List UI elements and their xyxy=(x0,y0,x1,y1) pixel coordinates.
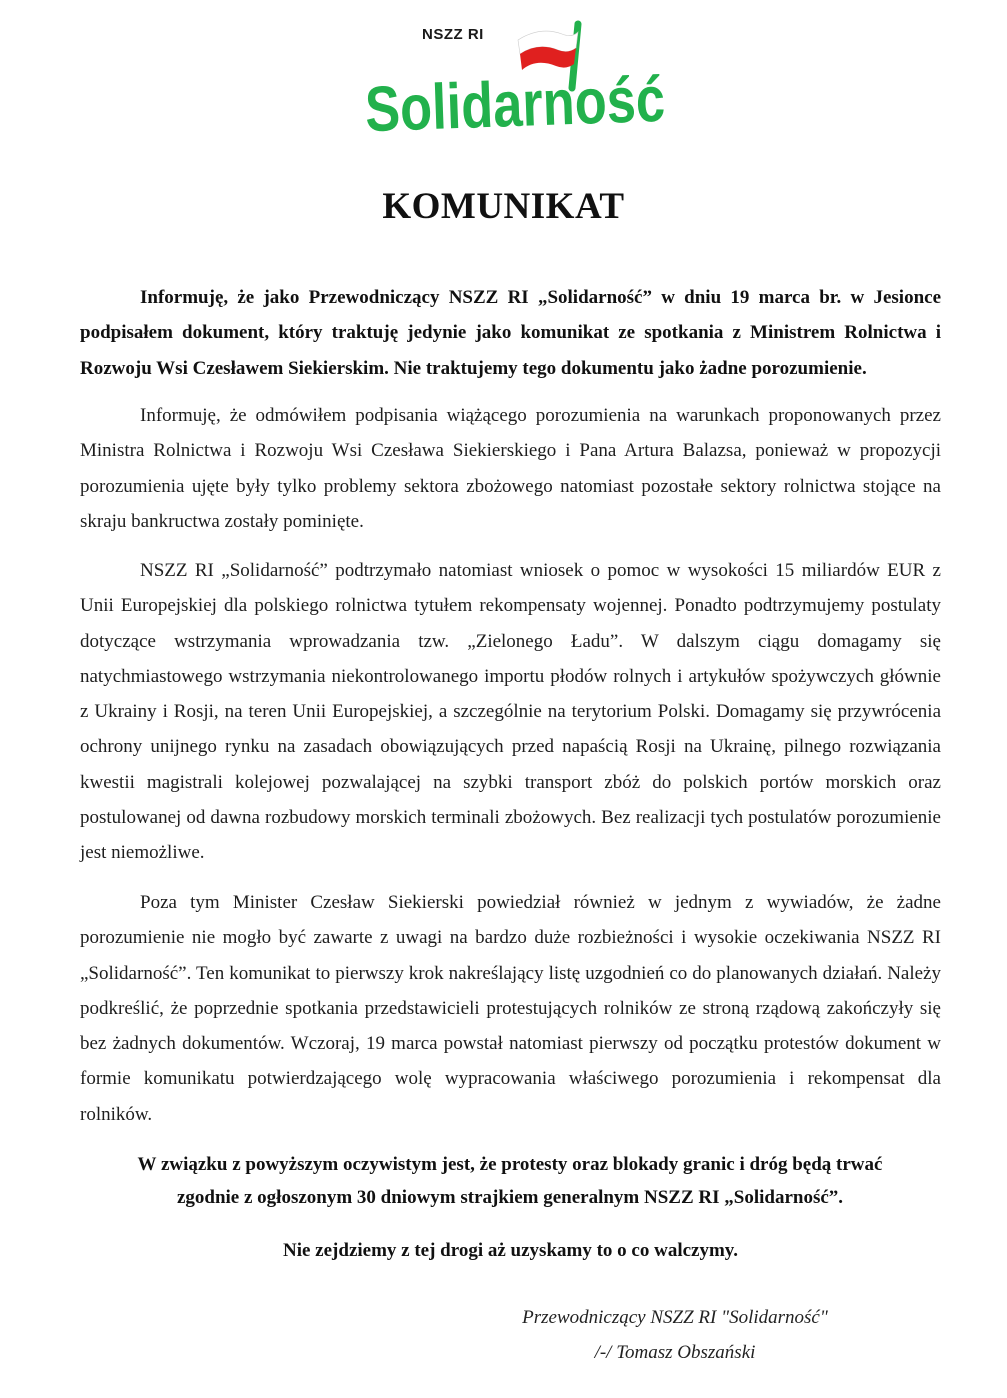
closing-statement: Nie zejdziemy z tej drogi aż uzyskamy to o co walczymy. xyxy=(283,1240,738,1261)
signature-role: Przewodniczący NSZZ RI "Solidarność" xyxy=(522,1307,828,1328)
paragraph-intro: Informuję, że jako Przewodniczący NSZZ RI „Solidarność” w dniu 19 marca br. w Jesionce podpisałem dokument, który traktuję jedynie jako komunikat ze spotkania z Ministrem Rolnictwa i Rozwoju Wsi Czesławem Siekierskim. Nie traktujemy tego dokumentu jako żadne porozumienie. xyxy=(80,287,941,379)
signature-name: /-/ Tomasz Obszański xyxy=(594,1342,756,1363)
document-title: KOMUNIKAT xyxy=(382,186,625,227)
paragraph-demands: NSZZ RI „Solidarność” podtrzymało natomiast wniosek o pomoc w wysokości 15 miliardów EUR z Unii Europejskiej dla polskiego rolnictwa tytułem rekompensaty wojennej. Ponadto podtrzymujemy postulaty dotyczące wstrzymania wprowadzania tzw. „Zielonego Ładu”. W dalszym ciągu domagamy się natychmiastowego wstrzymania niekontrolowanego importu płodów rolnych i artykułów spożywczych głównie z Ukrainy i Rosji, na teren Unii Europejskiej, a szczególnie na terytorium Polski. Domagamy się przywrócenia ochrony unijnego rynku na zasadach obowiązujących przed napaścią Rosji na Ukrainę, pilnego rozwiązania kwestii magistrali kolejowej pozwalającej na szybki transport zbóż do polskich portów morskich oraz postulowanej od dawna rozbudowy morskich terminali zbożowych. Bez realizacji tych postulatów porozumienie jest niemożliwe. xyxy=(80,560,941,864)
solidarnosc-logo xyxy=(360,20,733,146)
paragraph-minister: Poza tym Minister Czesław Siekierski powiedział również w jednym z wywiadów, że żadne porozumienie nie mogło być zawarte z uwagi na bardzo duże rozbieżności i wysokie oczekiwania NSZZ RI „Solidarność”. Ten komunikat to pierwszy krok nakreślający listę uzgodnień co do planowanych działań. Należy podkreślić, że poprzednie spotkania przedstawicieli protestujących rolników ze stroną rządową zakończyły się bez żadnych dokumentów. Wczoraj, 19 marca powstał natomiast pierwszy od początku protestów dokument w formie komunikatu potwierdzającego wolę wypracowania właściwego porozumienia i rekompensat dla rolników. xyxy=(80,892,941,1125)
paragraph-conclusion: W związku z powyższym oczywistym jest, że protesty oraz blokady granic i dróg będą trwać zgodnie z ogłoszonym 30 dniowym strajkiem generalnym NSZZ RI „Solidarność”. xyxy=(137,1154,883,1208)
logo-wordmark-text: Solidarność xyxy=(363,60,733,146)
logo-wordmark xyxy=(360,54,733,146)
paragraph-refusal: Informuję, że odmówiłem podpisania wiążącego porozumienia na warunkach proponowanych przez Ministra Rolnictwa i Rozwoju Wsi Czesława Siekierskiego i Pana Artura Balazsa, ponieważ w propozycji porozumienia ujęte były tylko problemy sektora zbożowego natomiast pozostałe sektory rolnictwa stojące na skraju bankructwa zostały pominięte. xyxy=(80,405,941,532)
logo-org-name: NSZZ RI xyxy=(422,26,484,43)
